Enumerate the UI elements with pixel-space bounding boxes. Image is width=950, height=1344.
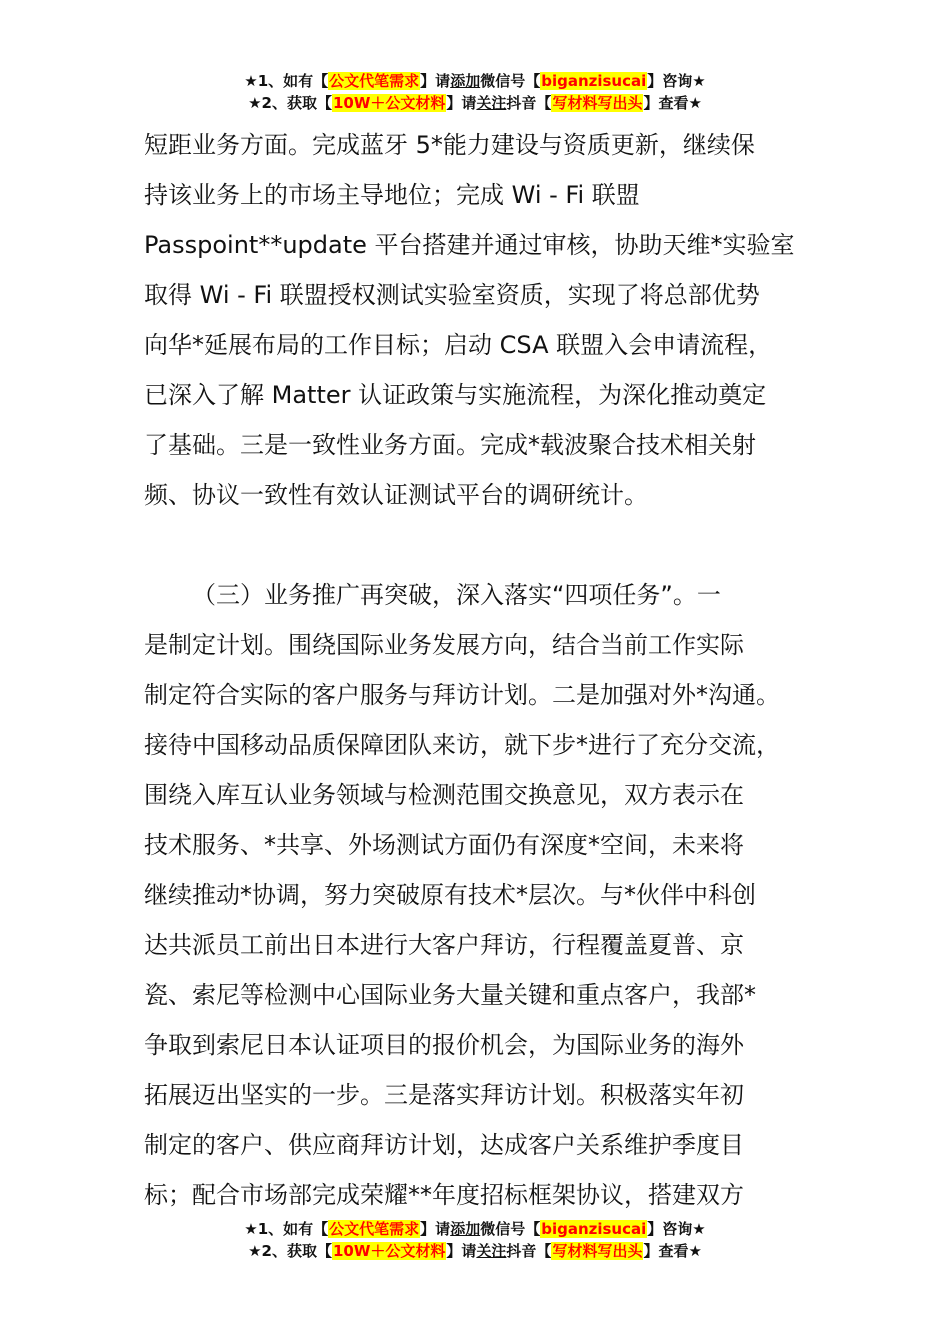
highlight-wechat-id: biganzisucai [541, 1220, 647, 1238]
document-body [144, 120, 812, 1220]
text-line: 持该业务上的市场主导地位；完成 Wi - Fi 联盟 [144, 181, 640, 209]
banner-line-2: ★2、获取【10W＋公文材料】请关注抖音【写材料写出头】查看★ [248, 94, 702, 112]
text-line: 了基础。三是一致性业务方面。完成*载波聚合技术相关射 [144, 431, 756, 459]
text-line: 争取到索尼日本认证项目的报价机会，为国际业务的海外 [144, 1031, 744, 1059]
text-line: Passpoint**update 平台搭建并通过审核，协助天维*实验室 [144, 231, 795, 259]
text-line: 围绕入库互认业务领域与检测范围交换意见，双方表示在 [144, 781, 744, 809]
text-line: 拓展迈出坚实的一步。三是落实拜访计划。积极落实年初 [144, 1081, 744, 1109]
banner-line-1: ★1、如有【公文代笔需求】请添加微信号【biganzisucai】咨询★ [244, 1220, 706, 1238]
text-line: 向华*延展布局的工作目标；启动 CSA 联盟入会申请流程， [144, 331, 773, 359]
text-line: 频、协议一致性有效认证测试平台的调研统计。 [144, 481, 648, 509]
text-line: 制定的客户、供应商拜访计划，达成客户关系维护季度目 [144, 1131, 744, 1159]
text-line: 瓷、索尼等检测中心国际业务大量关键和重点客户，我部* [144, 981, 756, 1009]
paragraph-1 [144, 120, 812, 520]
highlight-materials: 10W＋公文材料 [332, 94, 446, 112]
text-line: 达共派员工前出日本进行大客户拜访，行程覆盖夏普、京 [144, 931, 744, 959]
text-line: 短距业务方面。完成蓝牙 5*能力建设与资质更新，继续保 [144, 131, 755, 159]
text-line: 取得 Wi - Fi 联盟授权测试实验室资质，实现了将总部优势 [144, 281, 760, 309]
highlight-douyin-name: 写材料写出头 [552, 94, 643, 112]
text-line: 接待中国移动品质保障团队来访，就下步*进行了充分交流， [144, 731, 780, 759]
footer-banner [0, 1218, 950, 1262]
highlight-materials: 10W＋公文材料 [332, 1242, 446, 1260]
text-line: 技术服务、*共享、外场测试方面仍有深度*空间，未来将 [144, 831, 744, 859]
highlight-douyin-name: 写材料写出头 [552, 1242, 643, 1260]
paragraph-2 [144, 570, 812, 1220]
text-line: 标；配合市场部完成荣耀**年度招标框架协议，搭建双方 [144, 1181, 744, 1209]
text-line: 已深入了解 Matter 认证政策与实施流程，为深化推动奠定 [144, 381, 767, 409]
text-line: （三）业务推广再突破，深入落实“四项任务”。一 [192, 581, 721, 609]
paragraph-gap [144, 520, 812, 570]
banner-line-2: ★2、获取【10W＋公文材料】请关注抖音【写材料写出头】查看★ [248, 1242, 702, 1260]
highlight-wechat-id: biganzisucai [541, 72, 647, 90]
highlight-service: 公文代笔需求 [329, 72, 420, 90]
banner-line-1: ★1、如有【公文代笔需求】请添加微信号【biganzisucai】咨询★ [244, 72, 706, 90]
text-line: 是制定计划。围绕国际业务发展方向，结合当前工作实际 [144, 631, 744, 659]
header-banner [0, 70, 950, 114]
highlight-service: 公文代笔需求 [329, 1220, 420, 1238]
text-line: 继续推动*协调，努力突破原有技术*层次。与*伙伴中科创 [144, 881, 756, 909]
text-line: 制定符合实际的客户服务与拜访计划。二是加强对外*沟通。 [144, 681, 780, 709]
